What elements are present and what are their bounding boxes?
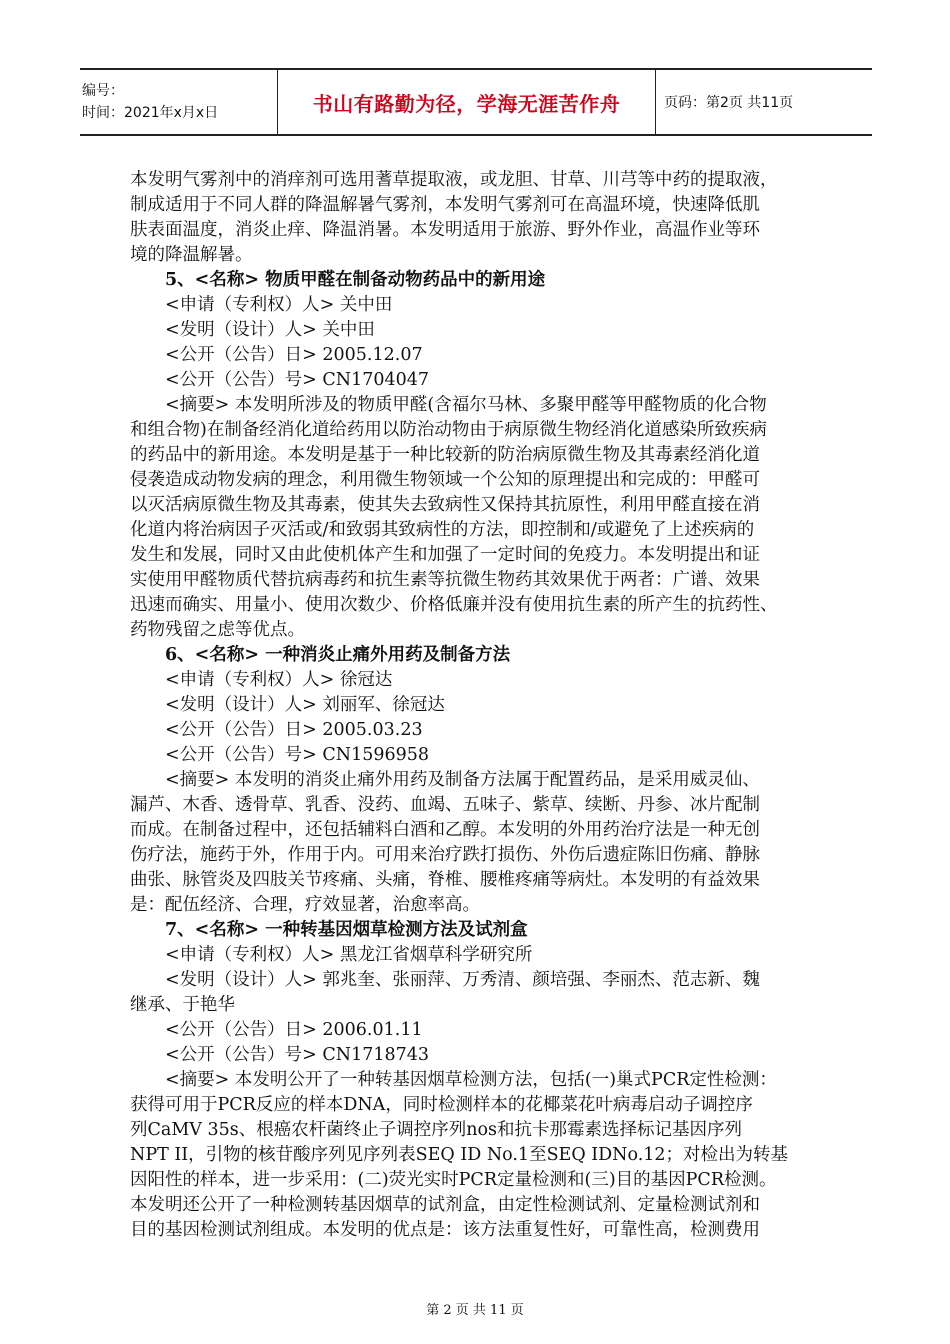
text-line: <发明（设计）人> 刘丽军、徐冠达	[165, 695, 445, 715]
document-body	[130, 168, 830, 1243]
text-line: 侵袭造成动物发病的理念，利用微生物领域一个公知的原理提出和完成的：甲醛可	[130, 470, 760, 490]
text-line: 肤表面温度，消炎止痒、降温消暑。本发明适用于旅游、野外作业，高温作业等环	[130, 220, 760, 240]
header-page-cell	[656, 70, 872, 134]
text-line: 和组合物)在制备经消化道给药用以防治动物由于病原微生物经消化道感染所致疾病	[130, 420, 767, 440]
text-line: <摘要> 本发明的消炎止痛外用药及制备方法属于配置药品，是采用威灵仙、	[165, 770, 760, 790]
text-line: 伤疗法，施药于外，作用于内。可用来治疗跌打损伤、外伤后遗症陈旧伤痛、静脉	[130, 845, 760, 865]
page-header	[80, 68, 872, 136]
text-line: <摘要> 本发明公开了一种转基因烟草检测方法，包括(一)巢式PCR定性检测：	[165, 1070, 777, 1090]
text-line: 本发明还公开了一种检测转基因烟草的试剂盒，由定性检测试剂、定量检测试剂和	[130, 1195, 760, 1215]
text-line: <公开（公告）日> 2006.01.11	[165, 1020, 423, 1040]
text-line: 药物残留之虑等优点。	[130, 620, 305, 640]
text-line: 因阳性的样本，进一步采用：(二)荧光实时PCR定量检测和(三)目的基因PCR检测。	[130, 1170, 777, 1190]
text-line: <公开（公告）日> 2005.12.07	[165, 345, 423, 365]
text-line: <公开（公告）日> 2005.03.23	[165, 720, 423, 740]
text-line: 继承、于艳华	[130, 995, 235, 1015]
text-line: <申请（专利权）人> 徐冠达	[165, 670, 393, 690]
page-footer: 第 2 页 共 11 页	[426, 1303, 524, 1318]
time-text: 时间：2021年x月x日	[82, 105, 219, 121]
text-line: <申请（专利权）人> 黑龙江省烟草科学研究所	[165, 945, 533, 965]
text-line: <公开（公告）号> CN1718743	[165, 1045, 430, 1065]
text-line: <发明（设计）人> 郭兆奎、张丽萍、万秀清、颜培强、李丽杰、范志新、魏	[165, 970, 760, 990]
section-heading: 6、<名称> 一种消炎止痛外用药及制备方法	[165, 645, 511, 665]
text-line: NPT II，引物的核苷酸序列见序列表SEQ ID No.1至SEQ IDNo.12；对检出为转基	[130, 1145, 789, 1165]
text-line: 发生和发展，同时又由此使机体产生和加强了一定时间的免疫力。本发明提出和证	[130, 545, 760, 565]
text-line: 制成适用于不同人群的降温解暑气雾剂，本发明气雾剂可在高温环境，快速降低肌	[130, 195, 760, 215]
header-meta	[80, 70, 278, 134]
text-line: 获得可用于PCR反应的样本DNA，同时检测样本的花椰菜花叶病毒启动子调控序	[130, 1095, 753, 1115]
text-line: 目的基因检测试剂组成。本发明的优点是：该方法重复性好，可靠性高，检测费用	[130, 1220, 760, 1240]
text-line: 曲张、脉管炎及四肢关节疼痛、头痛，脊椎、腰椎疼痛等病灶。本发明的有益效果	[130, 870, 760, 890]
number-label: 编号：	[82, 83, 124, 99]
text-line: <公开（公告）号> CN1704047	[165, 370, 430, 390]
text-line: <发明（设计）人> 关中田	[165, 320, 375, 340]
page-info: 页码：第2页 共11页	[664, 95, 794, 111]
text-line: 化道内将治病因子灭活或/和致弱其致病性的方法，即控制和/或避免了上述疾病的	[130, 520, 755, 540]
text-line: 境的降温解暑。	[130, 245, 253, 265]
section-heading: 5、<名称> 物质甲醛在制备动物药品中的新用途	[165, 270, 546, 290]
text-line: <摘要> 本发明所涉及的物质甲醛(含福尔马林、多聚甲醛等甲醛物质的化合物	[165, 395, 767, 415]
text-line: 本发明气雾剂中的消痒剂可选用蓍草提取液，或龙胆、甘草、川芎等中药的提取液，	[130, 170, 778, 190]
text-line: 实使用甲醛物质代替抗病毒药和抗生素等抗微生物药其效果优于两者：广谱、效果	[130, 570, 760, 590]
header-motto-cell	[278, 70, 656, 134]
text-line: 列CaMV 35s、根癌农杆菌终止子调控序列nos和抗卡那霉素选择标记基因序列	[130, 1120, 742, 1140]
text-line: <申请（专利权）人> 关中田	[165, 295, 393, 315]
text-line: 以灭活病原微生物及其毒素，使其失去致病性又保持其抗原性，利用甲醛直接在消	[130, 495, 760, 515]
text-line: 的药品中的新用途。本发明是基于一种比较新的防治病原微生物及其毒素经消化道	[130, 445, 760, 465]
motto: 书山有路勤为径，学海无涯苦作舟	[312, 91, 621, 116]
text-line: <公开（公告）号> CN1596958	[165, 745, 430, 765]
text-line: 是：配伍经济、合理，疗效显著，治愈率高。	[130, 895, 480, 915]
text-line: 而成。在制备过程中，还包括辅料白酒和乙醇。本发明的外用药治疗法是一种无创	[130, 820, 760, 840]
text-line: 迅速而确实、用量小、使用次数少、价格低廉并没有使用抗生素的所产生的抗药性、	[130, 595, 778, 615]
text-line: 漏芦、木香、透骨草、乳香、没药、血竭、五味子、紫草、续断、丹参、冰片配制	[130, 795, 760, 815]
section-heading: 7、<名称> 一种转基因烟草检测方法及试剂盒	[165, 920, 528, 940]
